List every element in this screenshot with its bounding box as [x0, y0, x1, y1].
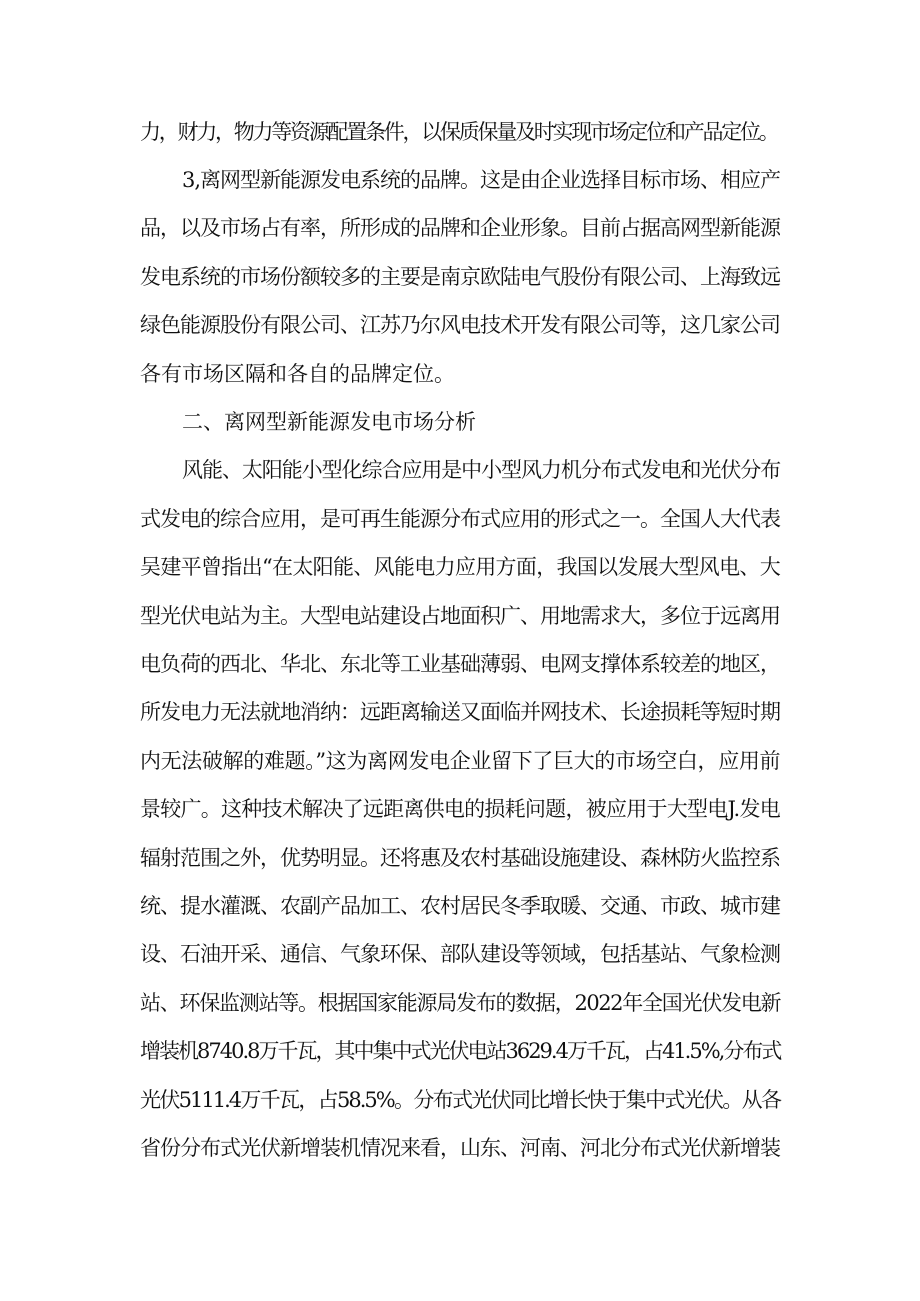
- paragraph-line: 省份分布式光伏新增装机情况来看，山东、河南、河北分布式光伏新增装: [140, 1136, 780, 1160]
- paragraph-line: 各有市场区隔和各自的品牌定位。: [140, 362, 455, 386]
- section-heading: 二、离网型新能源发电市场分析: [182, 410, 476, 434]
- paragraph-line: 风能、太阳能小型化综合应用是中小型风力机分布式发电和光伏分布: [182, 458, 780, 482]
- paragraph-line: 辐射范围之外，优势明显。还将惠及农村基础设施建设、森林防火监控系: [140, 846, 780, 870]
- paragraph-line: 统、提水灌溉、农副产品加工、农村居民冬季取暖、交通、市政、城市建: [140, 894, 780, 918]
- paragraph-line: 景较广。这种技术解决了远距离供电的损耗问题，被应用于大型电J.发电: [140, 797, 780, 821]
- paragraph-line: 电负荷的西北、华北、东北等工业基础薄弱、电网支撑体系较差的地区，: [140, 652, 780, 676]
- paragraph-line: 品，以及市场占有率，所形成的品牌和企业形象。目前占据高网型新能源: [140, 216, 780, 240]
- paragraph-line: 内无法破解的难题。”这为离网发电企业留下了巨大的市场空白，应用前: [140, 749, 780, 773]
- paragraph-line: 力，财力，物力等资源配置条件，以保质保量及时实现市场定位和产品定位。: [140, 120, 778, 144]
- paragraph-line: 吴建平曾指出“在太阳能、风能电力应用方面，我国以发展大型风电、大: [140, 555, 780, 579]
- paragraph-line: 光伏5111.4万千瓦，占58.5%。分布式光伏同比增长快于集中式光伏。从各: [140, 1088, 780, 1112]
- paragraph-line: 所发电力无法就地消纳：远距离输送又面临并网技术、长途损耗等短时期: [140, 700, 780, 724]
- paragraph-line: 式发电的综合应用，是可再生能源分布式应用的形式之一。全国人大代表: [140, 507, 780, 531]
- paragraph-line: 增装机8740.8万千瓦，其中集中式光伏电站3629.4万千瓦，占41.5%,分布式: [140, 1039, 781, 1063]
- paragraph-line: 绿色能源股份有限公司、江苏乃尔风电技术开发有限公司等，这几家公司: [140, 313, 780, 337]
- paragraph-line: 型光伏电站为主。大型电站建设占地面积广、用地需求大，多位于远离用: [140, 604, 780, 628]
- paragraph-line: 站、环保监测站等。根据国家能源局发布的数据，2022年全国光伏发电新: [140, 991, 780, 1015]
- paragraph-line: 设、石油开采、通信、气象环保、部队建设等领域，包括基站、气象检测: [140, 942, 780, 966]
- paragraph-line: 发电系统的市场份额较多的主要是南京欧陆电气股份有限公司、上海致远: [140, 265, 780, 289]
- paragraph-line: 3,离网型新能源发电系统的品牌。这是由企业选择目标市场、相应产: [182, 168, 781, 192]
